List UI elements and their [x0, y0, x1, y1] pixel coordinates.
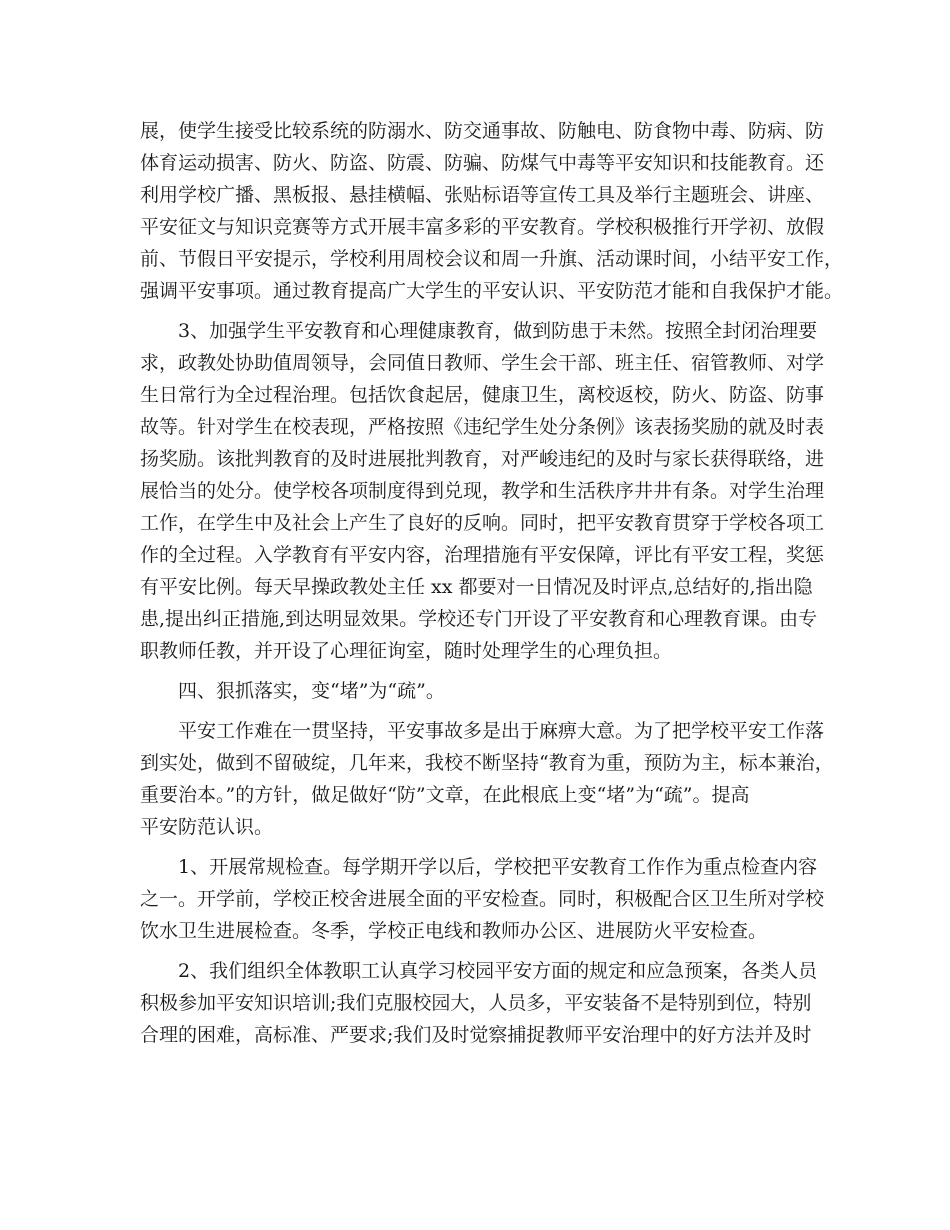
document-body	[140, 115, 844, 1051]
paragraph-safety-education	[140, 115, 844, 307]
text-line: 职教师任教，并开设了心理征询室，随时处理学生的心理负担。	[140, 640, 673, 662]
text-line: 2、我们组织全体教职工认真学习校园平安方面的规定和应急预案，各类人员	[140, 960, 818, 982]
paragraph-psychological-education	[140, 315, 825, 667]
text-line: 合理的困难，高标准、严要求;我们及时觉察捕捉教师平安治理中的好方法并及时	[140, 1024, 812, 1046]
text-line: 强调平安事项。通过教育提高广大学生的平安认识、平安防范才能和自我保护才能。	[140, 280, 844, 302]
heading-line: 四、狠抓落实，变“堵”为“疏”。	[140, 680, 445, 702]
text-line: 有平安比例。每天早操政教处主任 xx 都要对一日情况及时评点,总结好的,指出隐	[140, 576, 813, 598]
section-heading	[140, 675, 820, 707]
text-line: 重要治本。”的方针，做足做好“防”文章，在此根底上变“堵”为“疏”。提高	[140, 784, 750, 806]
text-line: 饮水卫生进展检查。冬季，学校正电线和教师办公区、进展防火平安检查。	[140, 920, 768, 942]
text-line: 工作，在学生中及社会上产生了良好的反响。同时，把平安教育贯穿于学校各项工	[140, 512, 825, 534]
text-line: 故等。针对学生在校表现，严格按照《违纪学生处分条例》该表扬奖励的就及时表	[140, 416, 825, 438]
text-line: 到实处，做到不留破绽，几年来，我校不断坚持“教育为重，预防为主，标本兼治，	[140, 752, 834, 774]
paragraph-implementation	[140, 715, 834, 843]
text-line: 3、加强学生平安教育和心理健康教育，做到防患于未然。按照全封闭治理要	[140, 320, 818, 342]
text-line: 之一。开学前，学校正校舍进展全面的平安检查。同时，积极配合区卫生所对学校	[140, 888, 825, 910]
text-line: 求，政教处协助值周领导，会同值日教师、学生会干部、班主任、宿管教师、对学	[140, 352, 825, 374]
text-line: 体育运动损害、防火、防盗、防震、防骗、防煤气中毒等平安知识和技能教育。还	[140, 152, 825, 174]
text-line: 生日常行为全过程治理。包括饮食起居，健康卫生，离校返校，防火、防盗、防事	[140, 384, 825, 406]
text-line: 平安防范认识。	[140, 816, 274, 838]
text-line: 作的全过程。入学教育有平安内容，治理措施有平安保障，评比有平安工程，奖惩	[140, 544, 825, 566]
text-line: 1、开展常规检查。每学期开学以后，学校把平安教育工作作为重点检查内容	[140, 856, 818, 878]
text-line: 展，使学生接受比较系统的防溺水、防交通事故、防触电、防食物中毒、防病、防	[140, 120, 825, 142]
paragraph-staff-training	[140, 955, 820, 1051]
text-line: 积极参加平安知识培训;我们克服校园大，人员多，平安装备不是特别到位，特别	[140, 992, 812, 1014]
text-line: 利用学校广播、黑板报、悬挂横幅、张贴标语等宣传工具及举行主题班会、讲座、	[140, 184, 825, 206]
text-line: 前、节假日平安提示，学校利用周校会议和周一升旗、活动课时间，小结平安工作，	[140, 248, 844, 270]
text-line: 平安征文与知识竞赛等方式开展丰富多彩的平安教育。学校积极推行开学初、放假	[140, 216, 825, 238]
text-line: 扬奖励。该批判教育的及时进展批判教育，对严峻违纪的及时与家长获得联络，进	[140, 448, 825, 470]
text-line: 展恰当的处分。使学校各项制度得到兑现，教学和生活秩序井井有条。对学生治理	[140, 480, 825, 502]
text-line: 平安工作难在一贯坚持，平安事故多是出于麻痹大意。为了把学校平安工作落	[140, 720, 825, 742]
paragraph-routine-inspection	[140, 851, 825, 947]
text-line: 患,提出纠正措施,到达明显效果。学校还专门开设了平安教育和心理教育课。由专	[140, 608, 818, 630]
